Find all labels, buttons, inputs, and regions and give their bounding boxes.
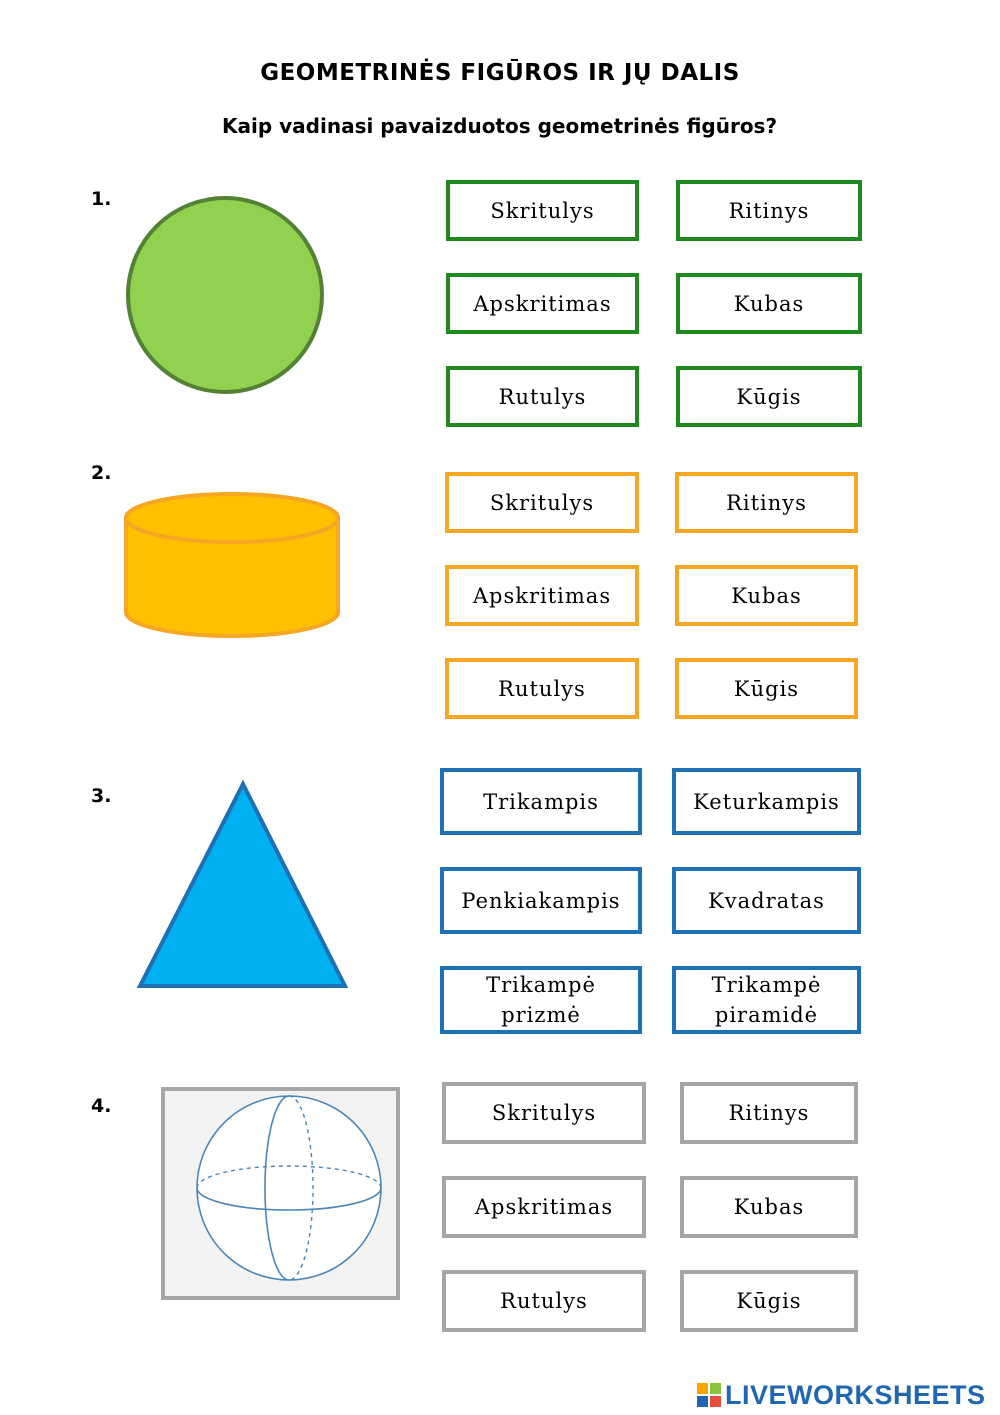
option-label: Rutulys: [498, 676, 586, 701]
option-label: Skritulys: [490, 198, 595, 223]
q1-option-skritulys[interactable]: [446, 180, 639, 241]
circle-shape: [120, 190, 330, 400]
q4-option-skritulys[interactable]: [442, 1082, 646, 1144]
q3-option-penkiakampis[interactable]: [440, 867, 642, 934]
q4-option-rutulys[interactable]: [442, 1270, 646, 1332]
q2-option-rutulys[interactable]: [445, 658, 639, 719]
option-label: Kubas: [731, 583, 802, 608]
q3-option-trikampe-piramide[interactable]: [672, 966, 861, 1034]
question-number-2: 2.: [91, 462, 112, 484]
option-label: Apskritimas: [474, 1195, 614, 1219]
q2-option-apskritimas[interactable]: [445, 565, 639, 626]
q2-option-kugis[interactable]: [675, 658, 858, 719]
option-label: Skritulys: [489, 490, 595, 515]
q4-option-kugis[interactable]: [680, 1270, 858, 1332]
q1-option-rutulys[interactable]: [446, 366, 639, 427]
option-label: Rutulys: [500, 1289, 588, 1313]
option-label: Apskritimas: [472, 583, 612, 608]
q1-option-kugis[interactable]: [676, 366, 862, 427]
q2-option-skritulys[interactable]: [445, 472, 639, 533]
option-label: Penkiakampis: [461, 888, 621, 913]
option-label: Ritinys: [728, 1101, 810, 1125]
q1-option-kubas[interactable]: [676, 273, 862, 334]
q4-option-kubas[interactable]: [680, 1176, 858, 1238]
option-label: Kūgis: [733, 676, 800, 701]
q2-option-kubas[interactable]: [675, 565, 858, 626]
option-label: Kūgis: [736, 1289, 802, 1313]
option-label: Trikampė piramidė: [711, 973, 822, 1027]
sphere-shape: [161, 1087, 400, 1300]
cylinder-shape: [120, 488, 345, 648]
triangle-shape: [135, 778, 351, 992]
option-label: Kubas: [733, 291, 805, 316]
q3-option-kvadratas[interactable]: [672, 867, 861, 934]
question-number-4: 4.: [91, 1095, 112, 1117]
liveworksheets-brand: LIVEWORKSHEETS: [725, 1379, 986, 1410]
option-label: Apskritimas: [473, 291, 612, 316]
option-label: Skritulys: [491, 1101, 597, 1125]
option-label: Rutulys: [498, 384, 587, 409]
q3-option-keturkampis[interactable]: [672, 768, 861, 835]
option-label: Keturkampis: [693, 789, 840, 814]
question-number-1: 1.: [91, 188, 112, 210]
page-title: GEOMETRINĖS FIGŪROS IR JŲ DALIS: [260, 60, 740, 86]
q2-option-ritinys[interactable]: [675, 472, 858, 533]
page-subtitle: Kaip vadinasi pavaizduotos geometrinės figūros?: [222, 114, 778, 138]
option-label: Ritinys: [726, 490, 807, 515]
question-number-3: 3.: [91, 785, 112, 807]
q4-option-ritinys[interactable]: [680, 1082, 858, 1144]
q1-option-apskritimas[interactable]: [446, 273, 639, 334]
option-label: Kūgis: [736, 384, 802, 409]
liveworksheets-logo-icon: [697, 1383, 721, 1407]
q3-option-trikampe-prizme[interactable]: [440, 966, 642, 1034]
liveworksheets-logo[interactable]: [697, 1375, 986, 1415]
option-label: Trikampė prizmė: [486, 973, 596, 1027]
option-label: Kubas: [733, 1195, 805, 1219]
option-label: Trikampis: [483, 789, 599, 814]
option-label: Kvadratas: [708, 888, 825, 913]
q1-option-ritinys[interactable]: [676, 180, 862, 241]
option-label: Ritinys: [728, 198, 810, 223]
q3-option-trikampis[interactable]: [440, 768, 642, 835]
q4-option-apskritimas[interactable]: [442, 1176, 646, 1238]
